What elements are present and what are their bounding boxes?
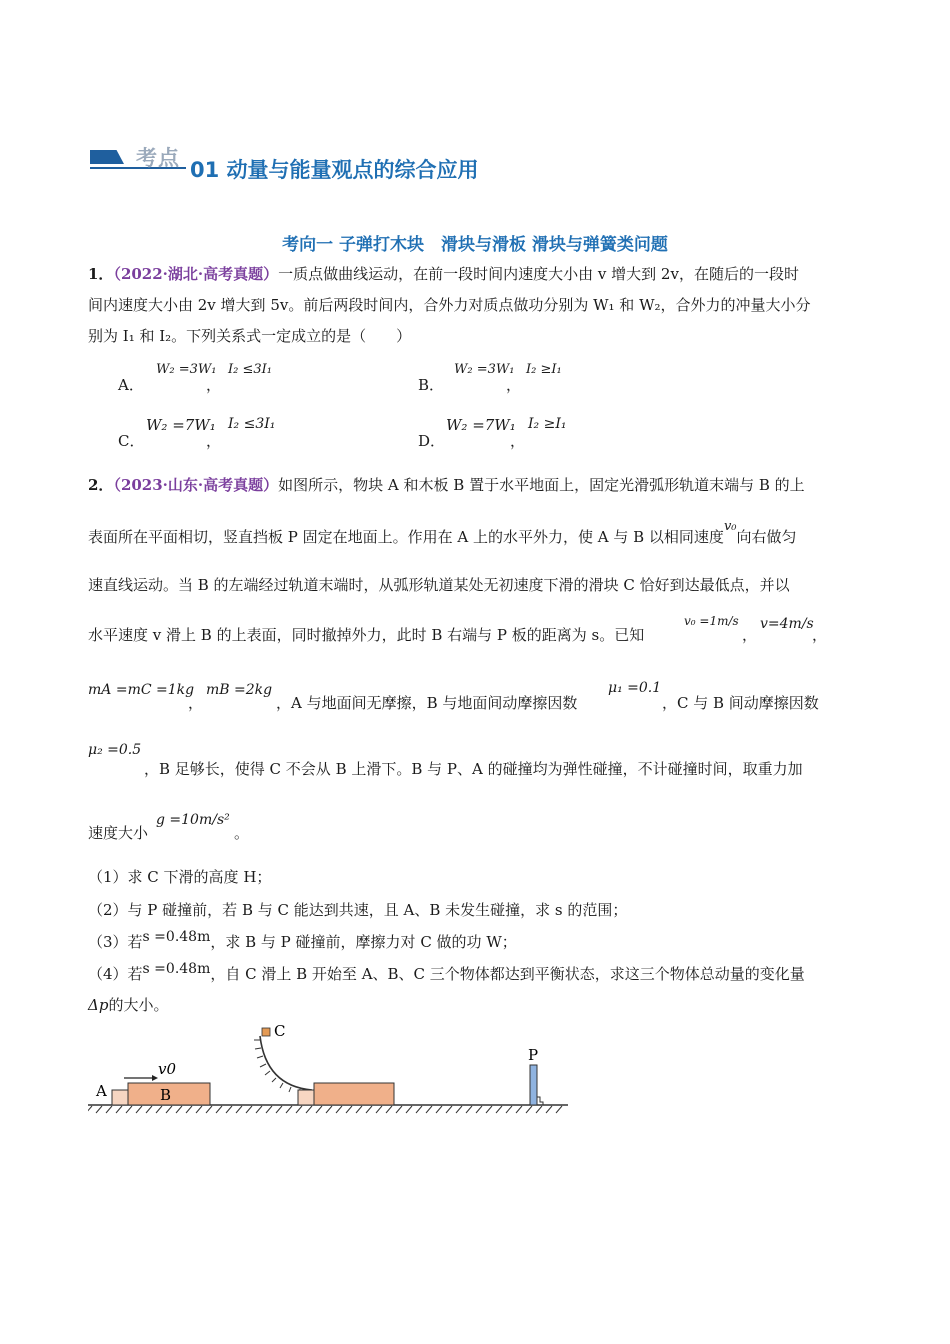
q2-g-value: g =10m/s² (156, 812, 230, 828)
physics-figure (88, 1018, 578, 1118)
option-c-i: I₂ ≤3I₁ (228, 416, 276, 432)
q2-sub4-cont (88, 990, 168, 1021)
q2-source: （2023·山东·高考真题） (113, 476, 279, 494)
label-b: B (160, 1086, 172, 1104)
q1-line2: 间内速度大小由 2v 增大到 5v。前后两段时间内，合外力对质点做功分别为 W₁ 和 W₂，合外力的冲量大小分 (88, 296, 811, 314)
board-b-2 (314, 1083, 394, 1105)
q2-comma1: ， (742, 626, 758, 644)
q2-sub4-s: s =0.48m (142, 961, 211, 977)
q2-line4a: 水平速度 v 滑上 B 的上表面，同时撤掉外力，此时 B 右端与 P 板的距离为 s。已知 (88, 626, 645, 644)
q2-line2-row (88, 519, 797, 554)
q2-sub4-dp: Δp (88, 996, 109, 1014)
label-a: A (96, 1082, 107, 1100)
q2-sub4b: ，自 C 滑上 B 开始至 A、B、C 三个物体都达到平衡状态，求这三个物体总动量的变化量 (210, 965, 805, 983)
q1-source: （2022·湖北·高考真题） (113, 265, 279, 283)
q2-comma3: ， (188, 694, 204, 712)
q2-line3: 速直线运动。当 B 的左端经过轨道末端时，从弧形轨道某处无初速度下滑的滑块 C 恰好到达最低点，并以 (88, 576, 790, 594)
q2-line2b: 向右做匀 (736, 528, 797, 546)
option-b-sep: ， (506, 376, 522, 394)
q2-sub4d: 的大小。 (108, 996, 169, 1014)
label-v0: v0 (158, 1060, 177, 1078)
arc-track (260, 1036, 312, 1090)
block-a (112, 1090, 128, 1105)
q2-mu2: μ₂ =0.5 (88, 742, 142, 758)
slider-c (262, 1028, 270, 1036)
option-d-sep: ， (510, 432, 526, 450)
q2-sub1: （1）求 C 下滑的高度 H； (88, 868, 272, 886)
q2-v0-value: v₀ =1m/s (684, 614, 739, 628)
badge-bar-icon (90, 150, 124, 164)
option-a-sep: ， (206, 376, 222, 394)
q2-line6-row (88, 742, 878, 782)
q2-sub3 (88, 927, 517, 959)
option-a-label: A． (118, 376, 144, 394)
label-p: P (528, 1046, 539, 1064)
q2-mass-ac: mA =mC =1kg (88, 682, 195, 698)
q2-mu1: μ₁ =0.1 (608, 680, 662, 696)
option-b-i: I₂ ≥I₁ (526, 362, 562, 377)
q2-v-value: v=4m/s (760, 616, 814, 632)
q2-sub3a: （3）若 (88, 933, 143, 951)
label-c: C (274, 1022, 286, 1040)
option-c-w: W₂ =7W₁ (146, 416, 216, 434)
q1-line1: 一质点做曲线运动，在前一段时间内速度大小由 v 增大到 2v，在随后的一段时 (278, 265, 799, 283)
option-b-label: B． (418, 376, 445, 394)
option-c-label: C． (118, 432, 145, 450)
section-title: 01 动量与能量观点的综合应用 (190, 158, 479, 182)
option-a-w: W₂ =3W₁ (156, 362, 217, 377)
plate-base (537, 1097, 543, 1105)
q2-sub2: （2）与 P 碰撞前，若 B 与 C 能达到共速，且 A、B 未发生碰撞，求 s 的范围； (88, 901, 628, 919)
q2-line5-row (88, 678, 878, 718)
badge-label: 考点 (136, 146, 180, 170)
q2-line2a: 表面所在平面相切，竖直挡板 P 固定在地面上。作用在 A 上的水平外力，使 A 与 B 以相同速度 (88, 528, 724, 546)
q2-comma2: ， (812, 626, 828, 644)
q1-text (88, 259, 868, 352)
q2-line1-row (88, 470, 878, 501)
section-heading (90, 140, 690, 180)
q2-line7a: 速度大小 (88, 824, 149, 842)
q2-line6a: ，B 足够长，使得 C 不会从 B 上滑下。B 与 P、A 的碰撞均为弹性碰撞，不计碰撞时间，取重力加 (144, 760, 803, 778)
option-d-i: I₂ ≥I₁ (528, 416, 567, 432)
q1-line3: 别为 I₁ 和 I₂。下列关系式一定成立的是（ ） (88, 327, 412, 345)
q2-line5b: ，C 与 B 间动摩擦因数 (662, 694, 819, 712)
q2-v0: v₀ (723, 519, 737, 534)
option-a-i: I₂ ≤3I₁ (228, 362, 272, 377)
ground-hatch (88, 1106, 562, 1113)
option-d-label: D． (418, 432, 446, 450)
q2-sub3b: ，求 B 与 P 碰撞前，摩擦力对 C 做的功 W； (210, 933, 517, 951)
q2-mass-b: mB =2kg (206, 682, 273, 698)
option-b-w: W₂ =3W₁ (454, 362, 515, 377)
plate-p (530, 1065, 537, 1105)
q2-line1: 如图所示，物块 A 和木板 B 置于水平地面上，固定光滑弧形轨道末端与 B 的上 (278, 476, 805, 494)
q2-number: 2． (88, 476, 114, 494)
q1-number: 1． (88, 265, 114, 283)
q2-line4-row (88, 620, 644, 651)
q2-line5a: ，A 与地面间无摩擦，B 与地面间动摩擦因数 (276, 694, 578, 712)
q2-line7b: 。 (234, 824, 250, 842)
option-c-sep: ， (206, 432, 222, 450)
q2-sub3-s: s =0.48m (142, 929, 211, 945)
option-d-w: W₂ =7W₁ (446, 416, 516, 434)
subtitle: 考向一 子弹打木块 滑块与滑板 滑块与弹簧类问题 (282, 235, 668, 255)
q2-line7-row (88, 804, 488, 844)
q2-sub4 (88, 959, 805, 991)
block-a-2 (298, 1090, 314, 1105)
q2-sub4a: （4）若 (88, 965, 143, 983)
